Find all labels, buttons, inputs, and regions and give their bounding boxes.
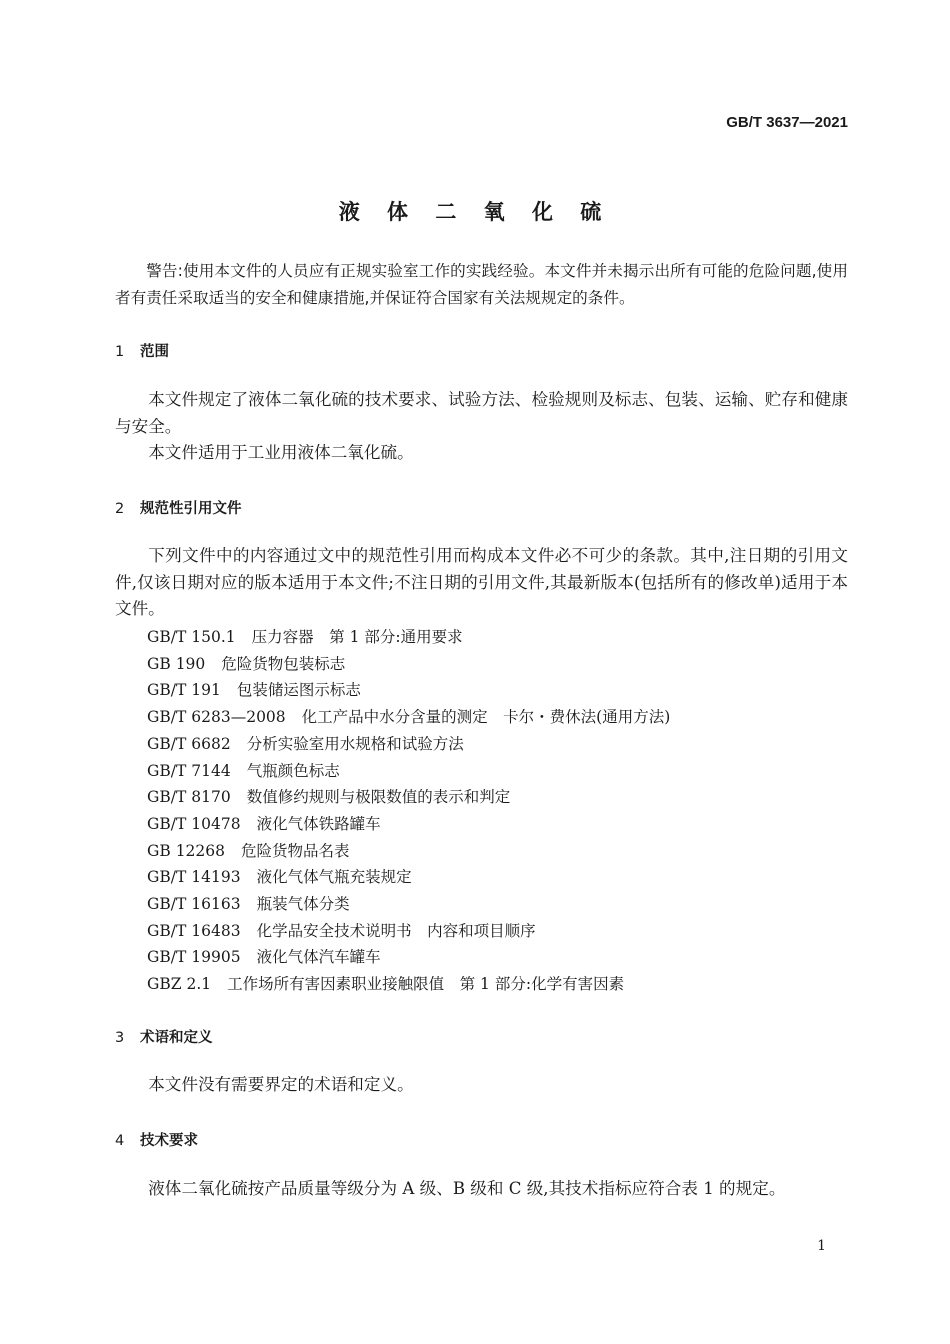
- section-heading-2: [115, 497, 242, 518]
- section-heading-3: [115, 1026, 213, 1047]
- reference-code: GB/T 8170: [147, 788, 231, 807]
- reference-title: 化学品安全技术说明书 内容和项目顺序: [256, 921, 536, 940]
- paragraph: 液体二氧化硫按产品质量等级分为 A 级、B 级和 C 级,其技术指标应符合表 1 的规定。: [148, 1179, 786, 1198]
- section-title: 术语和定义: [140, 1030, 213, 1046]
- paragraph: 下列文件中的内容通过文中的规范性引用而构成本文件必不可少的条款。其中,注日期的引用文件,仅该日期对应的版本适用于本文件;不注日期的引用文件,其最新版本(包括所有的修改单)适用于本文件。: [115, 546, 848, 619]
- reference-title: 压力容器 第 1 部分:通用要求: [251, 628, 463, 646]
- reference-list: [147, 624, 670, 998]
- reference-item: [147, 731, 670, 758]
- reference-item: [147, 704, 670, 731]
- reference-title: 液化气体铁路罐车: [256, 814, 381, 833]
- paragraph: 本文件适用于工业用液体二氧化硫。: [148, 443, 414, 462]
- section-title: 技术要求: [140, 1133, 198, 1149]
- section-title: 范围: [140, 344, 169, 360]
- reference-item: [147, 864, 670, 891]
- reference-title: 液化气体汽车罐车: [256, 948, 381, 967]
- reference-code: GB/T 10478: [147, 814, 241, 833]
- section-heading-1: [115, 340, 169, 361]
- reference-item: [147, 624, 670, 651]
- reference-item: [147, 891, 670, 918]
- section-number: 4: [115, 1133, 125, 1149]
- paragraph: 本文件没有需要界定的术语和定义。: [148, 1075, 414, 1094]
- reference-title: 包装储运图示标志: [236, 681, 361, 700]
- reference-title: 化工产品中水分含量的测定 卡尔・费休法(通用方法): [301, 708, 671, 727]
- reference-code: GB/T 14193: [147, 868, 241, 887]
- reference-code: GBZ 2.1: [147, 975, 212, 994]
- page-number: 1: [817, 1238, 826, 1254]
- paragraph: 本文件规定了液体二氧化硫的技术要求、试验方法、检验规则及标志、包装、运输、贮存和健康与安全。: [115, 390, 848, 436]
- reference-title: 危险货物包装标志: [221, 654, 346, 673]
- standard-number: GB/T 3637—2021: [726, 114, 848, 131]
- warning-paragraph: 警告:使用本文件的人员应有正规实验室工作的实践经验。本文件并未揭示出所有可能的危险问题,使用者有责任采取适当的安全和健康措施,并保证符合国家有关法规规定的条件。: [115, 262, 848, 307]
- section-number: 3: [115, 1030, 125, 1046]
- reference-code: GB/T 16163: [147, 895, 241, 914]
- reference-code: GB/T 16483: [147, 921, 241, 940]
- reference-item: [147, 677, 670, 704]
- document-title: 液 体 二 氧 化 硫: [338, 200, 612, 224]
- reference-title: 危险货物品名表: [241, 841, 350, 860]
- reference-item: [147, 838, 670, 865]
- reference-item: [147, 784, 670, 811]
- reference-code: GB/T 150.1: [147, 628, 236, 646]
- section-heading-4: [115, 1129, 198, 1150]
- reference-title: 分析实验室用水规格和试验方法: [246, 734, 464, 753]
- reference-code: GB/T 6283—2008: [147, 708, 286, 727]
- reference-title: 液化气体气瓶充装规定: [256, 868, 412, 887]
- reference-item: [147, 944, 670, 971]
- reference-title: 瓶装气体分类: [256, 895, 350, 914]
- reference-item: [147, 651, 670, 678]
- reference-item: [147, 971, 670, 998]
- section-number: 1: [115, 344, 125, 360]
- reference-item: [147, 811, 670, 838]
- reference-code: GB/T 19905: [147, 948, 241, 967]
- reference-code: GB/T 7144: [147, 761, 231, 780]
- reference-code: GB/T 191: [147, 681, 221, 700]
- reference-code: GB 190: [147, 654, 206, 673]
- reference-title: 工作场所有害因素职业接触限值 第 1 部分:化学有害因素: [227, 975, 625, 994]
- reference-code: GB/T 6682: [147, 734, 231, 753]
- reference-item: [147, 918, 670, 945]
- reference-title: 气瓶颜色标志: [246, 761, 340, 780]
- reference-code: GB 12268: [147, 841, 226, 860]
- reference-item: [147, 758, 670, 785]
- section-title: 规范性引用文件: [140, 501, 242, 517]
- reference-title: 数值修约规则与极限数值的表示和判定: [246, 788, 511, 807]
- section-number: 2: [115, 501, 125, 517]
